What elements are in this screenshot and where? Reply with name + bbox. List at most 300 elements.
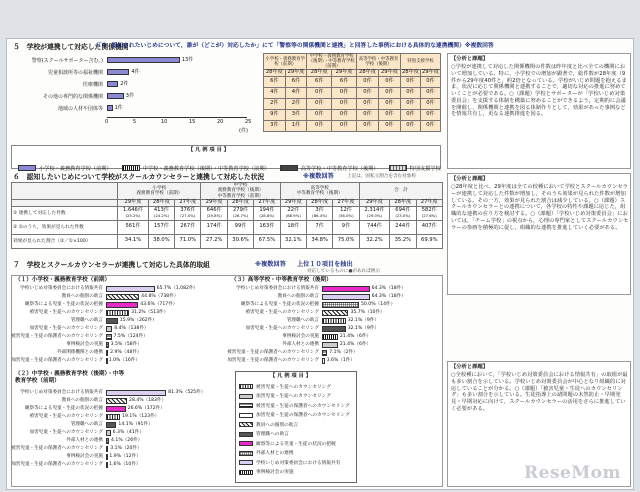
sec5-table-cell: 6件: [264, 77, 286, 88]
sec5-table-row: [264, 110, 441, 121]
panel3-title: （３）高等学校・中等教育学校（後期）: [231, 277, 332, 283]
sec6-cell: [306, 206, 332, 220]
legend-title: 【 凡 例 項 目 】: [188, 147, 230, 153]
sec6-analysis-text: ○28年度と比べ，29年度は全ての校種において学校とスクールカウンセラーが連携して対応した件数が増加し，そのうち効果が見られた件数が増加している。その一方，効果が見られた割合は減少している。○（課題）スクールカウンセラーとの連携について，各学校の特性や課題に応じた，組織的な連携の在り方を検討する。○（課題）「学校いじめ対策委員会」においては，「チーム学校」の視点から，心理の専門家としてスクールカウンセラーの参画を積極的に促し，組織的な連携を推進していく必要がある。: [451, 184, 629, 231]
legend-label: 高等学校・中等教育学校（後期）: [300, 165, 379, 172]
sec5-table: [263, 53, 441, 139]
sec7-bar: [322, 350, 327, 356]
sec6-year: 29年度: [118, 199, 148, 206]
sec7-bar: [106, 390, 166, 396]
sec7-bar: [322, 302, 359, 308]
sec6-header: 合 計: [359, 183, 442, 200]
sec5-table-header-row: [264, 54, 441, 70]
sec6-cell-value: 413件: [153, 207, 169, 214]
sec5-table-cell: 0件: [400, 99, 420, 110]
sec7-bar-value: 1.9%（12件）: [109, 454, 141, 459]
sec5-bar-value: 4件: [131, 69, 140, 75]
sec5-table-cell: 0件: [307, 110, 332, 121]
sec6-cell: [416, 206, 442, 220]
sec6-cell-value: 561件: [125, 223, 141, 230]
sec5-bar: [107, 93, 124, 99]
sec7-bar-value: 8.4%（138件）: [114, 326, 149, 331]
sec7-row-label: 外部人材との連携: [66, 438, 103, 443]
sec6-cell-sub: (27.6%): [421, 213, 437, 219]
sec6-cell-value: 376件: [180, 207, 196, 214]
sec6-year: 29年度: [280, 199, 306, 206]
panel1-chart: [11, 285, 225, 365]
report-page: [6, 38, 634, 490]
sec6-cell: [390, 220, 416, 234]
sec7-bar: [322, 358, 325, 364]
sec5-subtitle: （「4 認知されたいじめについて，誰が（どこが）対応したか」にて「警察等の関係機関と連携」と回答した事例における具体的な連携機関）※複数回答: [93, 43, 494, 49]
sec7-bar: [322, 318, 346, 324]
sec6-year-row: [12, 199, 443, 206]
sec5-table-header: 特別支援学校: [400, 54, 440, 70]
sec6-cell: [201, 220, 227, 234]
sec7-bar-value: 26.6%（172件）: [127, 406, 165, 411]
sec5-row-label: 児童相談所等の福祉機関: [47, 70, 103, 76]
sec6-header: 小学校 義務教育学校（前期）: [118, 183, 201, 200]
sec6-row-label: ① 連携して対応した件数: [12, 206, 118, 220]
sec6-cell: [254, 234, 280, 248]
sec7-legend-swatch: [239, 441, 253, 446]
sec5-table-header: 小学校・義務教育学校（前期）: [264, 54, 307, 70]
sec5-table-cell: 0件: [379, 99, 401, 110]
sec7-bar: [106, 422, 116, 428]
sec6-cell-sub: (27.0%): [180, 213, 196, 219]
sec7-row-label: 事例検討会の実施: [282, 334, 319, 339]
sec5-table-row: [264, 121, 441, 132]
sec7-note: 上位１０項目を抽出: [297, 261, 353, 268]
sec5-table-cell: 0件: [420, 99, 440, 110]
sec5-table-cell: 0件: [332, 99, 357, 110]
sec5-tick-label: 20: [217, 119, 224, 125]
sec5-table-year: 29年度: [379, 70, 401, 77]
sec7-row-label: 外部人材との連携: [282, 342, 319, 347]
sec6-cell-sub: (23.0%): [395, 213, 411, 219]
sec6-cell: [390, 206, 416, 220]
sec7-bar: [322, 310, 348, 316]
sec7-legend-swatch: [239, 403, 253, 408]
sec7-bar: [106, 326, 112, 332]
sec6-cell-value: 38.0%: [153, 237, 170, 244]
sec6-cell-sub: (25.2%): [125, 213, 141, 219]
sec6-cell: [254, 206, 280, 220]
sec7-bar: [322, 342, 338, 348]
sec7-bar: [322, 326, 346, 332]
sec7-legend-swatch: [239, 451, 253, 456]
sec6-cell-sub: (29.0%): [366, 213, 382, 219]
sec7-legend-swatch: [239, 432, 253, 437]
sec6-corner: [12, 183, 118, 200]
sec6-cell: [333, 220, 359, 234]
sec7-row-label: 被害児童・生徒の保護者へのカウンセリング: [11, 446, 103, 451]
sec5-table-header: 高等学校・中等教育学校（後期）: [357, 54, 401, 70]
sec6-cell: [118, 220, 148, 234]
sec7-bar: [106, 430, 111, 436]
legend-item: [389, 165, 441, 172]
sec5-row-label: その他の専門的な関係機関: [42, 94, 103, 100]
legend-label: 小学校・義務教育学校（前期）: [39, 165, 112, 172]
sec6-year: 27年度: [175, 199, 201, 206]
sec6-cell: [359, 206, 389, 220]
sec6-cell: [306, 220, 332, 234]
sec7-bar-value: 21.4%（6件）: [339, 334, 372, 339]
sec6-cell-value: 27.2%: [205, 237, 223, 244]
sec7-row-label: 被害児童・生徒の保護者へのカウンセリング: [11, 334, 103, 339]
sec6-year: 28年度: [306, 199, 332, 206]
legend-swatch: [280, 165, 298, 171]
sec6-tag: ※複数回答: [303, 173, 334, 180]
sec7-bar-value: 44.8%（738件）: [141, 294, 179, 299]
sec6-row: [12, 220, 443, 234]
sec5-table-cell: 6件: [307, 77, 332, 88]
panel2-chart: [11, 389, 225, 481]
sec7-bar-value: 64.3%（18件）: [371, 286, 406, 291]
sec6-cell-value: 32.1%: [285, 237, 302, 244]
sec7-row-label: 被害児童・生徒へのカウンセリング: [29, 310, 103, 315]
sec5-table-cell: 1件: [285, 121, 307, 132]
legend-swatch: [122, 165, 140, 171]
sec5-axis: [107, 117, 247, 118]
sec5-tick-label: 15: [189, 119, 196, 125]
sec7-bar-value: 1.0%（16件）: [108, 358, 141, 363]
sec6-cell-value: 34.1%: [124, 237, 142, 244]
sec7-bar-value: 3.6%（1件）: [326, 358, 356, 363]
sec7-row-label: 事例検討会の実施: [66, 342, 103, 347]
sec7-bar: [106, 462, 108, 468]
sec6-cell-sub: (36.0%): [338, 213, 354, 219]
sec6-cell-value: 744件: [366, 223, 382, 230]
sec6-cell: [280, 234, 306, 248]
panel2-title: （２）中学校・義務教育学校（後期）・中等教育学校（前期）: [15, 371, 125, 384]
sec7-bar-value: 31.2%（513件）: [131, 310, 169, 315]
sec5-analysis-title: 【分析と課題】: [451, 56, 489, 62]
sec6-cell-value: 34.8%: [311, 237, 328, 244]
sec7-analysis-text: ○全校種において，「学校いじめ対策委員会における情報共有」の取組が最も多い割合を示している。学校いじめ対策委員会が中心となり組織的に対応していることが分かる。○（課題）「被害児童・生徒へのカウンセリング」も多い割合を示している。生徒指導上の諸問題の未然防止・早期発見・早期対応に向けて，スクールカウンセラーの活用をさらに推進していく必要がある。: [451, 372, 628, 412]
sec7-bar: [106, 414, 120, 420]
sec7-legend-item: [239, 468, 357, 478]
sec7-bar: [106, 438, 109, 444]
sec7-row-label: 加害児童・生徒へのカウンセリング: [245, 326, 319, 331]
legend-swatch: [18, 165, 36, 171]
sec6-cell-value: 35.2%: [394, 237, 412, 244]
sec7-bar: [106, 454, 108, 460]
panel1-title: （１）小学校・義務教育学校（前期）: [15, 277, 111, 283]
sec7-tag: ※複数回答: [255, 261, 286, 268]
sec5-table-cell: 0件: [420, 77, 440, 88]
sec5-row-label: 警察(スクールサポーター含む。): [31, 58, 103, 64]
sec5-table-cell: 0件: [379, 121, 401, 132]
sec6-cell-value: 279件: [233, 207, 249, 214]
sec6-cell: [306, 234, 332, 248]
sec6-cell: [359, 220, 389, 234]
sec6-cell-value: 69.9%: [421, 237, 438, 244]
sec5-tick-label: 0: [105, 119, 109, 125]
sec7-legend-label: 観察等による児童・生徒の状況の把握: [256, 441, 336, 447]
sec6-cell: [416, 220, 442, 234]
sec7-row-label: 被害児童・生徒へのカウンセリング: [29, 414, 103, 419]
sec6-cell: [333, 206, 359, 220]
sec6-year: 29年度: [201, 199, 227, 206]
panel3-chart: [227, 285, 441, 365]
sec7-legend-label: 学校いじめ対策委員会における情報共有: [256, 460, 341, 466]
sec5-table-cell: 0件: [420, 88, 440, 99]
sec7-bar-value: 3.1%（20件）: [110, 446, 142, 451]
sec6-cell-value: 7件: [315, 223, 324, 230]
sec5-bar: [107, 57, 180, 63]
sec5-table-year: 28年度: [307, 70, 332, 77]
sec6-cell-value: 1,646件: [123, 207, 144, 214]
sec5-table-cell: 0件: [332, 110, 357, 121]
sec6-cell: [148, 234, 174, 248]
sec7-bar: [322, 294, 370, 300]
sec6-year: 28年度: [148, 199, 174, 206]
sec6-cell-sub: (28.8%): [259, 213, 275, 219]
sec5-table-cell: 0件: [379, 110, 401, 121]
sec7-bar: [106, 294, 139, 300]
sec7-row-label: 加害児童・生徒の保護者へのカウンセリング: [227, 358, 319, 363]
sec5-table-year: 29年度: [421, 69, 439, 76]
sec7-legend-item: [239, 392, 357, 402]
sec5-table-cell: 0件: [379, 77, 401, 88]
sec7-legend-swatch: [239, 460, 253, 465]
sec5-table-cell: 0件: [357, 77, 379, 88]
sec7-bar: [322, 286, 370, 292]
sec6-header-row: [12, 183, 443, 200]
sec6-corner: [12, 199, 118, 206]
sec5-table-cell: 4件: [264, 88, 286, 99]
sec5-table-cell: 0件: [307, 99, 332, 110]
sec5-analysis-text: ○学校が連携して対応した関係機関の件数は昨年度と比べ全ての機関において増加している。特に，小学校での増加が顕著で，総件数が28年度（9件から29年度40件と，約2倍となっている。学校がいじめ問題を抱えるまま，状況に応じて関係機関と連携することで，適切な対応の推進に努めていくことが必要である。○（課題）学校とサポーターが「学校いじめ対策委員会」を支援する体制を構築に努めることができるよう，定期的に会議を開催し，関係機関と連携を図る体制作りとして，効果があった事例などを情報共有し，更なる連携推進を図る。: [451, 64, 627, 118]
sec7-row-label: 観察等による児童・生徒の状況の把握: [24, 302, 103, 307]
sec5-table-cell: 6件: [285, 77, 307, 88]
sec5-bar-value: 13件: [181, 57, 194, 63]
sec6-year: 28年度: [390, 199, 416, 206]
sec7-row-label: 加害児童・生徒へのカウンセリング: [29, 430, 103, 435]
sec6-header: 高等学校 中等教育学校（後期）: [280, 183, 359, 200]
sec5-table-year: 28年度: [401, 69, 419, 76]
sec5-tick-label: 10: [161, 119, 168, 125]
sec7-row-label: 教員への個別の助言: [61, 398, 103, 403]
sec6-cell-value: 3件: [315, 207, 324, 214]
sec7-legend-item: [239, 430, 357, 440]
sec7-bar-value: 7.1%（2件）: [329, 350, 358, 355]
sec5-table-cell: 2件: [264, 99, 286, 110]
sec7-row-label: 事例検討会の実施: [66, 454, 103, 459]
sec6-cell-value: 194件: [259, 207, 275, 214]
sec6-cell-value: 244件: [395, 223, 411, 230]
resemom-watermark: ReseMom: [524, 463, 621, 483]
sec5-table-cell: 0件: [357, 99, 379, 110]
sec7-analysis-title: 【分析と課題】: [451, 364, 489, 370]
sec7-row-label: 被害児童・生徒へのカウンセリング: [245, 310, 319, 315]
sec5-table-cell: 0件: [420, 110, 440, 121]
sec7-legend-swatch: [239, 422, 253, 427]
sec6-cell-value: 163件: [259, 223, 275, 230]
sec6-cell-value: 157件: [153, 223, 169, 230]
sec7-bar: [106, 302, 138, 308]
sec7-bar: [106, 446, 108, 452]
sec5-table-cell: 0件: [400, 110, 420, 121]
sec7-bar-value: 64.3%（18件）: [371, 294, 406, 299]
sec6-cell: [280, 220, 306, 234]
legend-label: 特別支援学校: [409, 165, 441, 172]
sec7-legend-swatch: [239, 413, 253, 418]
sec5-tick-label: 25: [245, 119, 252, 125]
sec5-bar-chart: [11, 53, 261, 143]
sec7-legend-label: 加害児童・生徒の保護者へのカウンセリング: [256, 413, 350, 419]
sec6-cell: [175, 206, 201, 220]
sec7-row-label: 観察等による児童・生徒の状況の把握: [24, 406, 103, 411]
sec6-cell-value: 30.6%: [232, 237, 249, 244]
sec6-cell-value: 12件: [340, 207, 352, 214]
sec6-cell-sub: (29.8%): [206, 213, 222, 219]
legend-swatch: [389, 165, 407, 171]
sec5-table-cell: 2件: [285, 99, 307, 110]
legend-label: 中学校・義務教育学校（後期）・中等教育学校（前期）: [142, 165, 270, 172]
sec7-bar-value: 7.5%（124件）: [113, 334, 148, 339]
sec5-table-cell: 0件: [379, 88, 401, 99]
sec5-analysis: [447, 53, 631, 169]
sec5-table-cell: 0件: [357, 121, 379, 132]
sec7-legend-label: 管理職への助言: [256, 432, 289, 438]
sec7-bar-value: 1.6%（10件）: [109, 462, 141, 467]
sec7-legend-item: [239, 420, 357, 430]
sec5-title: ５ 学校が連携して対応した関係機関: [13, 43, 129, 51]
sec6-cell-sub: (24.2%): [153, 213, 169, 219]
sec7-row-label: 被害児童・生徒の保護者へのカウンセリング: [227, 350, 319, 355]
sec5-row-label: 地域の人材や団体等: [57, 106, 103, 112]
sec5-tick-label: 5: [133, 119, 137, 125]
sec6-cell-value: 2,314件: [364, 207, 385, 214]
sec7-bar: [106, 406, 126, 412]
sec5-bar-value: 2件: [120, 81, 129, 87]
sec7-bar: [106, 310, 129, 316]
sec7-bar: [322, 334, 338, 340]
sec5-table-cell: 3件: [285, 110, 307, 121]
sec7-row-label: 加害児童・生徒の保護者へのカウンセリング: [11, 358, 103, 363]
sec6-cell: [390, 234, 416, 248]
sec7-bar-value: 19.1%（123件）: [122, 414, 160, 419]
sec5-table-cell: 0件: [400, 88, 420, 99]
sec5-table-year-row: [264, 70, 441, 77]
sec7-bar-value: 15.9%（262件）: [119, 318, 157, 323]
sec7-row-label: 管理職への助言: [286, 318, 319, 323]
sec7-bar-value: 43.6%（717件）: [140, 302, 178, 307]
sec6-cell-value: 174件: [206, 223, 222, 230]
sec7-legend-item: [239, 411, 357, 421]
sec7-legend-swatch: [239, 470, 253, 475]
sec7-bar: [106, 334, 112, 340]
sec6-cell: [201, 234, 227, 248]
sec7-row-label: 外部関係機関との連携: [57, 350, 103, 355]
sec7-bar-value: 32.1%（9件）: [347, 326, 380, 331]
sec7-legend-label: 被害児童・生徒へのカウンセリング: [256, 384, 331, 390]
sec5-table-row: [264, 77, 441, 88]
legend-item: [18, 165, 112, 172]
sec6-cell: [359, 234, 389, 248]
sec5-bar-value: 1件: [114, 105, 123, 111]
sec6-cell-value: 32.2%: [366, 237, 383, 244]
sec5-bar: [107, 69, 129, 75]
sec7-bar-value: 35.7%（10件）: [350, 310, 385, 315]
sec6-cell-sub: (26.7%): [233, 213, 249, 219]
sec6-year: 29年度: [359, 199, 389, 206]
sec7-row-label: 観察等による児童・生徒の状況の把握: [240, 302, 319, 307]
sec7-legend: [235, 371, 357, 483]
sec7-bar-value: 3.5%（58件）: [110, 342, 142, 347]
sec5-table-year: 28年度: [357, 70, 379, 77]
sec6-row-label: 効果が見られた割合（②／①×100）: [12, 234, 118, 248]
sec7-legend-label: 被害児童・生徒の保護者へのカウンセリング: [256, 403, 350, 409]
sec6-cell: [254, 220, 280, 234]
sec7-bar-value: 32.1%（9件）: [347, 318, 380, 323]
sec7-bar-value: 4.1%（26件）: [111, 438, 143, 443]
sec7-bar-value: 21.4%（6件）: [339, 342, 372, 347]
sec7-bar-value: 2.9%（48件）: [110, 350, 142, 355]
sec6-cell: [416, 234, 442, 248]
sec7-legend-label: 事例検討会の実施: [256, 470, 294, 476]
sec7-bar: [106, 358, 108, 364]
sec6-cell-value: 582件: [421, 207, 437, 214]
legend-item: [122, 165, 270, 172]
sec6-cell-value: 407件: [421, 223, 437, 230]
sec6-cell: [118, 206, 148, 220]
sec7-legend-swatch: [239, 394, 253, 399]
sec6-cell: [148, 220, 174, 234]
sec5-table-cell: 4件: [285, 88, 307, 99]
sec6-year: 28年度: [227, 199, 253, 206]
sec5-table-row: [264, 99, 441, 110]
sec7-bar-value: 50.0%（14件）: [361, 302, 396, 307]
sec5-table-cell: 0件: [400, 77, 420, 88]
sec6-cell: [175, 220, 201, 234]
sec6-row: [12, 206, 443, 220]
sec7-bar-value: 28.4%（183件）: [129, 398, 167, 403]
sec7-bar: [106, 286, 155, 292]
sec6-cell-value: 9件: [341, 223, 351, 230]
sec7-legend-item: [239, 439, 357, 449]
sec6-analysis: [447, 173, 631, 295]
sec5-bar: [107, 81, 118, 87]
sec6-cell: [201, 206, 227, 220]
sec7-bar-value: 81.3%（525件）: [168, 390, 206, 395]
sec6-cell-value: 71.0%: [179, 237, 197, 244]
sec6-cell-value: 67.5%: [258, 237, 276, 244]
sec7-legend-item: [239, 401, 357, 411]
sec7-legend-label: 外部人材との連携: [256, 451, 294, 457]
sec6-year: 27年度: [254, 199, 280, 206]
sec7-legend-item: [239, 449, 357, 459]
sec7-bar: [106, 318, 118, 324]
sec6-cell: [118, 234, 148, 248]
sec6-cell-value: 99件: [234, 223, 247, 230]
sec6-row: [12, 234, 443, 248]
sec7-row-label: 管理職への助言: [70, 318, 103, 323]
sec7-legend-item: [239, 458, 357, 468]
sec6-cell: [227, 234, 253, 248]
sec6-row-label: ② ①のうち，効果が見られた件数: [12, 220, 118, 234]
sec5-table-year: 28年度: [264, 70, 286, 77]
sec7-bar-value: 6.3%（41件）: [112, 430, 144, 435]
sec6-cell: [148, 206, 174, 220]
sec6-year: 27年度: [333, 199, 359, 206]
sec5-table-header: 中学校・義務教育学校（後期）・中等教育学校（前期）: [308, 54, 355, 70]
sec7-row-label: 加害児童・生徒へのカウンセリング: [29, 326, 103, 331]
sec6-cell-sub: (88.9%): [285, 213, 301, 219]
sec5-table-cell: 6件: [332, 77, 357, 88]
